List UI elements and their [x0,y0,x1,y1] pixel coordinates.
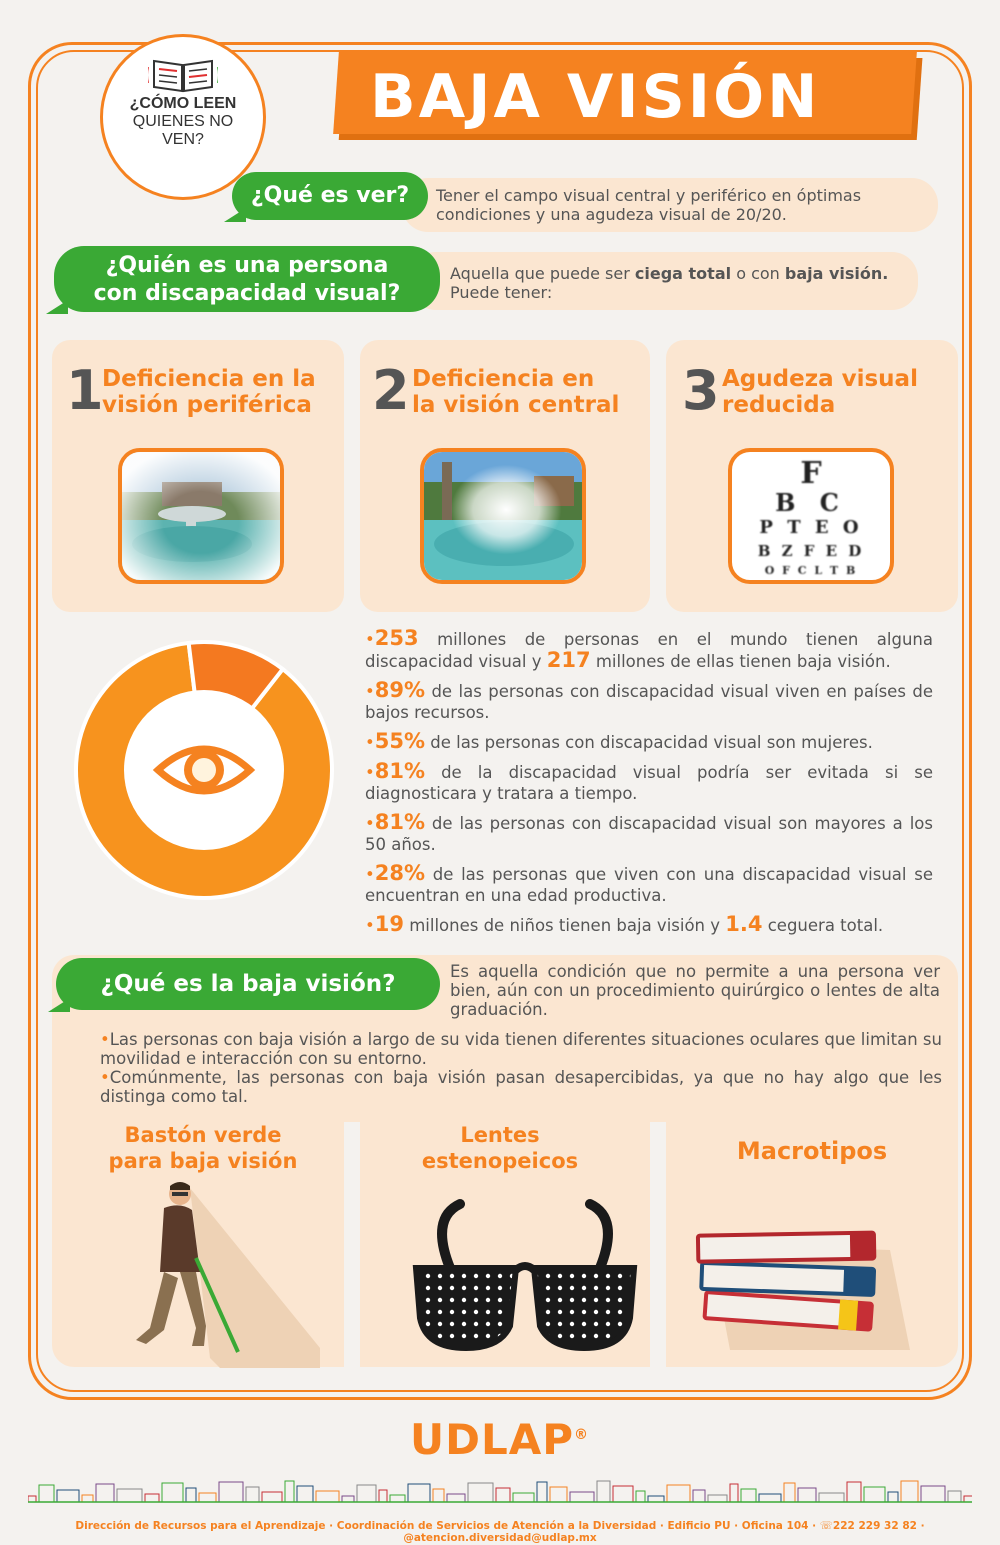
tools-divider [650,1122,666,1367]
skyline-building [513,1493,534,1502]
que-es-ver-question: ¿Qué es ver? [250,183,410,208]
card-title-line1: Agudeza visual [722,366,918,392]
logo-text [111,95,255,149]
skyline-building [117,1489,142,1502]
stat-figure: 19 [374,912,404,936]
skyline-building [864,1487,885,1502]
person-with-cane-icon [120,1178,320,1368]
book-icon [148,57,218,93]
que-es-ver-bubble [232,172,428,220]
footer-separator: · [916,1520,925,1532]
skyline-building [708,1495,727,1502]
card-title [102,366,316,418]
stat-text: de la discapacidad visual podría ser evitada si se diagnosticara y tratara a tiempo. [365,763,933,803]
skyline-building [921,1486,945,1502]
skyline-building [901,1481,918,1502]
skyline-building [82,1495,93,1502]
stat-item [365,914,933,936]
eye-chart-row: B C [775,488,847,517]
skyline-building [285,1481,294,1502]
bullet-dot: • [100,1030,110,1049]
skyline-building [648,1496,664,1502]
skyline-building [496,1488,510,1502]
skyline-building [468,1483,493,1502]
quien-es-question-1: ¿Quién es una persona [105,253,389,278]
skyline-building [262,1492,282,1502]
skyline-building [948,1491,961,1502]
stat-text: millones de personas en el mundo tienen alguna discapacidad visual y [365,630,933,671]
eye-chart-row: O F C L T B [764,564,858,577]
que-es-ver-answer [402,178,938,232]
card-title-line2: reducida [722,392,836,418]
stat-item [365,761,933,804]
skyline-building [96,1484,114,1502]
card-peripheral [52,340,344,612]
footer-text: Dirección de Recursos para el Aprendizaje · Coordinación de Servicios de Atención a la Diversidad · Edificio PU · Oficina 104 · [75,1520,820,1532]
books-stack-icon [690,1210,910,1350]
skyline-building [162,1483,183,1502]
stat-item [365,680,933,723]
quien-es-bold-1: ciega total [634,264,732,283]
list-item-text: Las personas con baja visión a largo de su vida tienen diferentes situaciones oculares que limitan su movilidad e interacción con su entorno. [100,1030,942,1068]
statistics-pie-chart [70,640,340,910]
skyline-building [379,1490,387,1502]
skyline-building [693,1490,705,1502]
skyline-building [390,1495,405,1502]
campaign-logo [100,34,266,200]
peripheral-photo [118,448,284,584]
skyline-building [186,1488,196,1502]
fountain-peripheral-image [122,452,280,580]
card-acuity [666,340,958,612]
card-title [722,366,918,418]
card-central [360,340,650,612]
skyline-building [447,1494,465,1502]
skyline-building [798,1488,816,1502]
stat-item [365,863,933,906]
skyline-building [357,1485,376,1502]
registered-mark: ® [574,1427,590,1443]
logo-line2: QUIENES NO VEN? [132,113,234,148]
quien-es-question-2: con discapacidad visual? [93,281,401,306]
tools-divider [344,1122,360,1367]
stat-text: millones de ellas tienen baja visión. [590,652,891,671]
campus-skyline-decoration [28,1478,972,1504]
list-item [100,1068,942,1106]
baja-vision-answer: Es aquella condición que no permite a una persona ver bien, aún con un procedimiento quirúrgico o lentes de alta graduación. [450,962,940,1019]
stat-figure: 217 [546,648,591,672]
stat-item [365,812,933,855]
stat-text: millones de niños tienen baja visión y [403,916,726,935]
skyline-building [537,1482,547,1502]
skyline-building [219,1482,243,1502]
skyline-building [28,1496,36,1502]
skyline-building [667,1485,690,1502]
tool-title-line2: para baja visión [108,1149,298,1173]
tool-title-glasses [360,1122,640,1174]
stat-figure: 253 [374,626,419,650]
stat-figure: 89% [374,678,425,702]
eye-chart [732,458,890,580]
bullet-dot: • [365,682,375,701]
stat-item [365,628,933,672]
eye-chart-row: B Z F E D [757,542,865,560]
skyline-building [342,1496,354,1502]
quien-es-bold-2: baja visión. [784,264,889,283]
eye-icon [158,749,250,791]
skyline-building [847,1482,861,1502]
footer [0,1520,1000,1544]
bullet-dot: • [365,763,375,782]
skyline-building [57,1490,79,1502]
footer-email[interactable]: atencion.diversidad@udlap.mx [413,1532,597,1544]
skyline-building [316,1491,339,1502]
tool-title-line1: Bastón verde [124,1123,282,1147]
card-number: 3 [682,359,720,422]
tool-title-line1: Lentes [460,1123,540,1147]
skyline-building [433,1489,444,1502]
bullet-dot: • [100,1068,110,1087]
stat-figure: 55% [374,729,425,753]
bullet-dot: • [365,733,375,752]
stat-text: de las personas con discapacidad visual son mayores a los 50 años. [365,814,933,854]
card-number: 1 [66,359,104,422]
central-photo [420,448,586,584]
skyline-building [145,1494,159,1502]
tool-title-cane [62,1122,344,1174]
skyline-building [636,1491,645,1502]
card-title-line2: visión periférica [102,392,312,418]
skyline-building [597,1481,610,1502]
statistics-list [365,628,933,944]
card-title-line1: Deficiencia en [412,366,595,392]
baja-vision-question: ¿Qué es la baja visión? [100,971,396,997]
quien-es-answer [410,252,918,310]
card-title-line2: la visión central [412,392,620,418]
tool-title-line1: Macrotipos [736,1137,888,1165]
stat-figure: 1.4 [725,912,763,936]
skyline-building [741,1489,756,1502]
skyline-building [730,1484,738,1502]
skyline-building [888,1492,898,1502]
baja-vision-bullets [100,1030,942,1106]
quien-es-bubble [54,246,440,312]
bullet-dot: • [365,865,375,884]
stat-text: de las personas con discapacidad visual son mujeres. [425,733,873,752]
bullet-dot: • [365,630,375,649]
skyline-building [408,1484,430,1502]
que-es-ver-text: Tener el campo visual central y periférico en óptimas condiciones y una agudeza visual de 20/20. [436,186,862,224]
stat-figure: 28% [374,861,425,885]
skyline-building [570,1492,594,1502]
eye-chart-box [728,448,894,584]
phone-icon: ☏ [819,1520,833,1532]
baja-vision-bubble [56,958,440,1010]
eye-chart-row: F [800,456,822,491]
logo-line1: ¿CÓMO LEEN [129,95,237,112]
quien-es-text-2: o con [731,264,785,283]
eye-chart-row: P T E O [759,517,863,538]
stat-figure: 81% [374,810,425,834]
skyline-building [39,1485,54,1502]
footer-phone[interactable]: 222 229 32 82 [832,1520,917,1532]
fountain-central-image [424,452,582,580]
stat-item [365,731,933,753]
skyline-building [613,1486,633,1502]
stat-figure: 81% [374,759,425,783]
page-title: BAJA VISIÓN [370,62,821,132]
quien-es-text-3: Puede tener: [450,283,553,302]
skyline-building [246,1487,259,1502]
skyline-building [964,1496,972,1502]
skyline-building [759,1494,781,1502]
tool-title-macrotypes [666,1138,958,1164]
email-icon: @ [403,1532,414,1544]
stat-text: ceguera total. [762,916,884,935]
card-title-line1: Deficiencia en la [102,366,316,392]
skyline-building [297,1486,313,1502]
bullet-dot: • [365,814,375,833]
pinhole-glasses-icon [410,1198,640,1358]
quien-es-text-1: Aquella que puede ser [450,264,635,283]
brand-name: UDLAP [410,1415,575,1464]
stat-text: de las personas que viven con una discapacidad visual se encuentran en una edad productiva. [365,865,933,905]
skyline-building [784,1483,795,1502]
bullet-dot: • [365,916,375,935]
skyline-building [819,1493,844,1502]
tool-title-line2: estenopeicos [421,1149,579,1173]
list-item-text: Comúnmente, las personas con baja visión pasan desapercibidas, ya que no hay algo que les distinga como tal. [100,1068,942,1106]
list-item [100,1030,942,1068]
skyline-building [199,1493,216,1502]
card-number: 2 [372,359,410,422]
udlap-logo [410,1415,589,1464]
card-title [412,366,619,418]
stat-text: de las personas con discapacidad visual viven en países de bajos recursos. [365,682,933,722]
skyline-building [550,1487,567,1502]
